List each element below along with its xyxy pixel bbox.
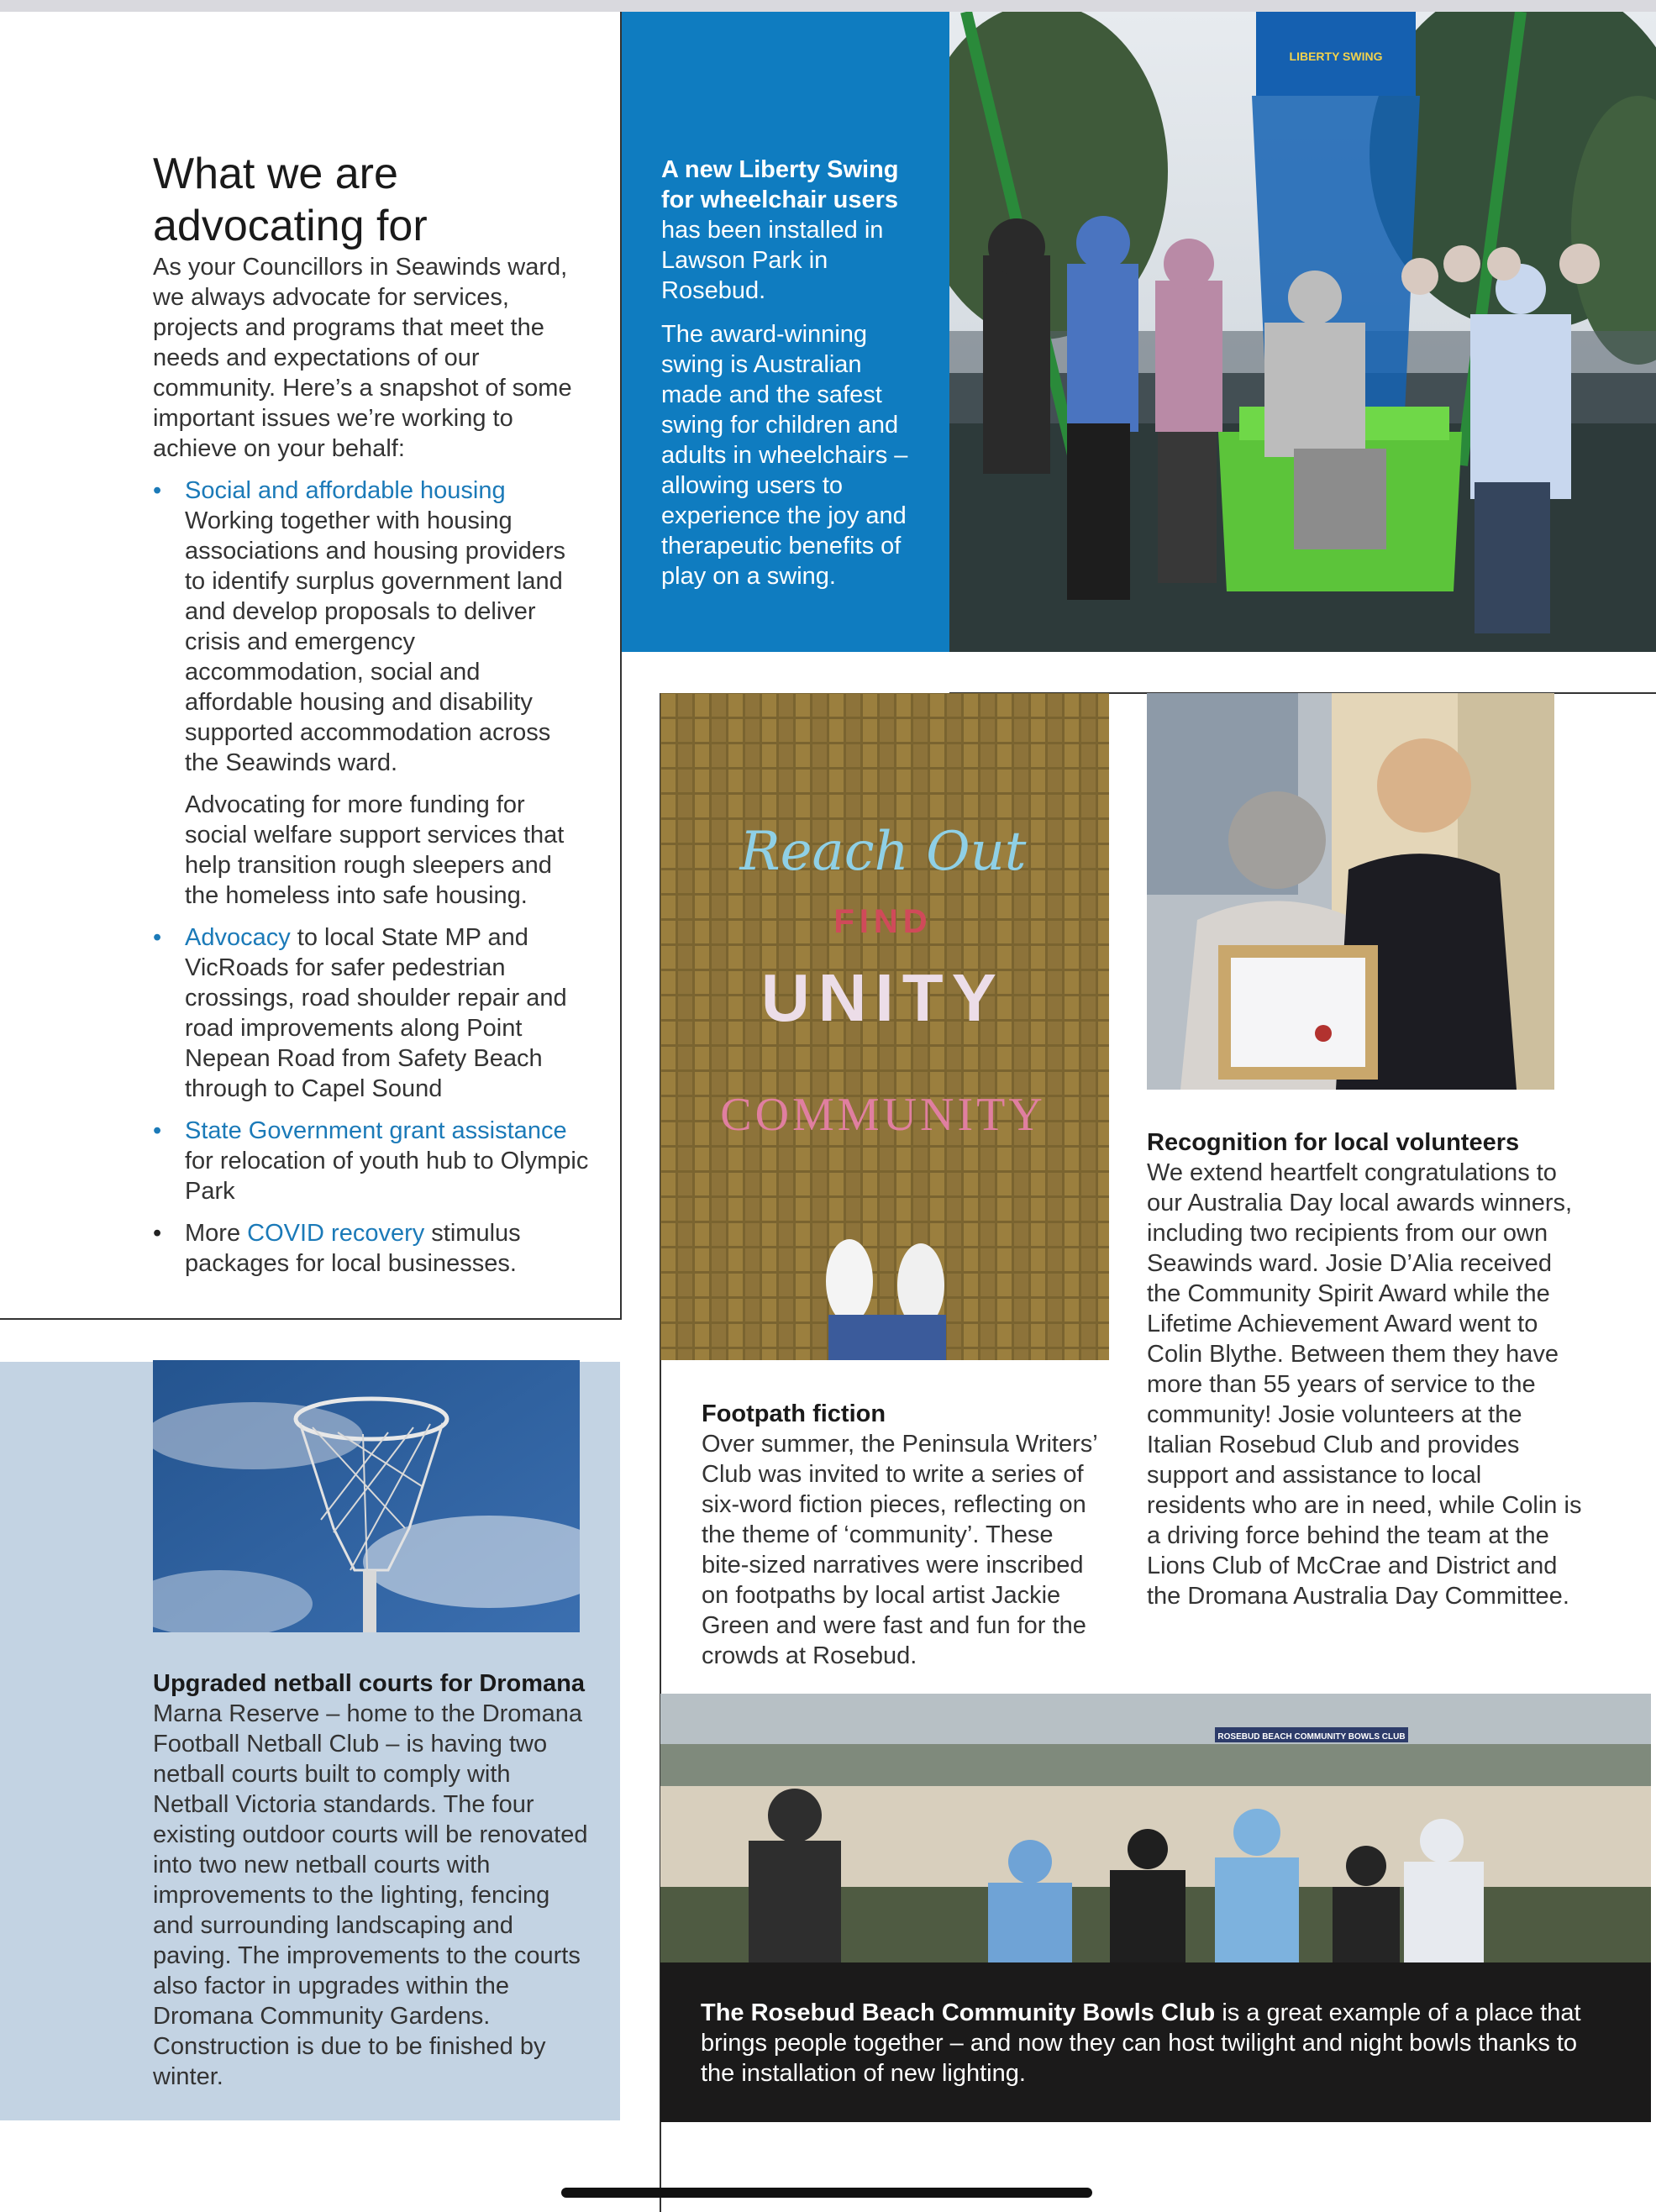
housing-text: Working together with housing associations and housing providers to identify surplus government land and develop proposals to deliver crisis and emergency accommodation, social and affordable housing and disability supported accommodation across the Seawinds ward. — [185, 507, 565, 776]
netball-article — [153, 1668, 590, 2092]
liberty-swing-lead-rest: has been installed in Lawson Park in Rosebud. — [661, 217, 884, 304]
advocacy-bottom-rule — [0, 1318, 622, 1320]
liberty-swing-body: The award-winning swing is Australian made and the safest swing for children and adults in wheelchairs – allowing users to experience the joy and therapeutic benefits of play on a swing. — [661, 321, 908, 590]
list-item-advocacy — [153, 922, 590, 1104]
advocacy-keyword: Advocacy — [185, 924, 291, 951]
bowls-caption — [701, 1998, 1617, 2089]
covid-keyword: COVID recovery — [247, 1220, 425, 1247]
liberty-swing-photo — [949, 12, 1656, 652]
advocacy-section — [153, 148, 590, 1290]
volunteers-heading: Recognition for local volunteers — [1147, 1129, 1520, 1156]
volunteers-article — [1147, 1127, 1584, 1611]
footpath-body: Over summer, the Peninsula Writers’ Club was invited to write a series of six-word fiction pieces, reflecting on the theme of ‘community’. These bite-sized narratives were inscribed on footpaths by local artist Jackie Green and were fast and fun for the crowds at Rosebud. — [702, 1431, 1097, 1669]
chalk-line-reach-out: Reach Out — [739, 821, 1027, 883]
grant-text: for relocation of youth hub to Olympic Park — [185, 1148, 589, 1205]
footpath-heading: Footpath fiction — [702, 1400, 886, 1427]
volunteer-award-photo — [1147, 693, 1554, 1090]
liberty-swing-lead-bold: A new Liberty Swing for wheelchair users — [661, 156, 899, 213]
window-top-bar — [0, 0, 1656, 12]
bowls-club-photo — [660, 1694, 1651, 1962]
housing-keyword: Social and affordable housing — [185, 477, 506, 504]
chalk-line-unity: UNITY — [761, 960, 1005, 1035]
covid-prefix: More — [185, 1220, 248, 1247]
housing-extra-text: Advocating for more funding for social welfare support services that help transition rough sleepers and the homeless into safe housing. — [185, 791, 565, 909]
bowls-caption-bold: The Rosebud Beach Community Bowls Club — [701, 1999, 1216, 2026]
chalk-line-find: FIND — [833, 903, 933, 940]
liberty-swing-sign-text: LIBERTY SWING — [1289, 50, 1383, 63]
grant-keyword: State Government grant assistance — [185, 1117, 567, 1144]
footpath-chalk-photo — [660, 693, 1109, 1360]
list-item-housing — [153, 476, 590, 911]
advocacy-title: What we are advocating for — [153, 150, 428, 250]
advocacy-item-text: to local State MP and VicRoads for safer pedestrian crossings, road shoulder repair and road improvements along Point Nepean Road from Safety Beach through to Capel Sound — [185, 924, 567, 1102]
list-item-grant — [153, 1116, 590, 1206]
liberty-swing-lead — [661, 155, 928, 306]
covid-text: stimulus packages for local businesses. — [185, 1220, 521, 1277]
bowls-sign-text: ROSEBUD BEACH COMMUNITY BOWLS CLUB — [1217, 1732, 1406, 1742]
chalk-line-community: COMMUNITY — [720, 1089, 1046, 1141]
advocacy-list — [153, 476, 590, 1279]
advocacy-intro: As your Councillors in Seawinds ward, we always advocate for services, projects and programs that meet the needs and expectations of our community. Here’s a snapshot of some important issues we’re working to achieve on your behalf: — [153, 254, 572, 462]
netball-heading: Upgraded netball courts for Dromana — [153, 1670, 586, 1697]
bowls-caption-panel — [660, 1962, 1651, 2122]
netball-hoop-photo — [153, 1360, 580, 1632]
footpath-article — [702, 1399, 1105, 1671]
list-item-covid — [153, 1218, 590, 1279]
netball-body: Marna Reserve – home to the Dromana Football Netball Club – is having two netball courts built to comply with Netball Victoria standards. The four existing outdoor courts will be renovated into two new netball courts with improvements to the lighting, fencing and surrounding landscaping and paving. The improvements to the courts also factor in upgrades within the Dromana Community Gardens. Construction is due to be finished by winter. — [153, 1700, 588, 2090]
home-indicator-bar[interactable] — [561, 2188, 1092, 2198]
bowls-caption-rest: is a great example of a place that brings people together – and now they can host twilight and night bowls thanks to the installation of new lighting. — [701, 1999, 1581, 2087]
volunteers-body: We extend heartfelt congratulations to our Australia Day local awards winners, including two recipients from our own Seawinds ward. Josie D’Alia received the Community Spirit Award while the Lifetime Achievement Award went to Colin Blythe. Between them they have more than 55 years of service to the community! Josie volunteers at the Italian Rosebud Club and provides support and assistance to local residents who are in need, while Colin is a driving force behind the team at the Lions Club of McCrae and District and the Dromana Australia Day Committee. — [1147, 1159, 1582, 1610]
liberty-swing-panel — [622, 12, 949, 652]
